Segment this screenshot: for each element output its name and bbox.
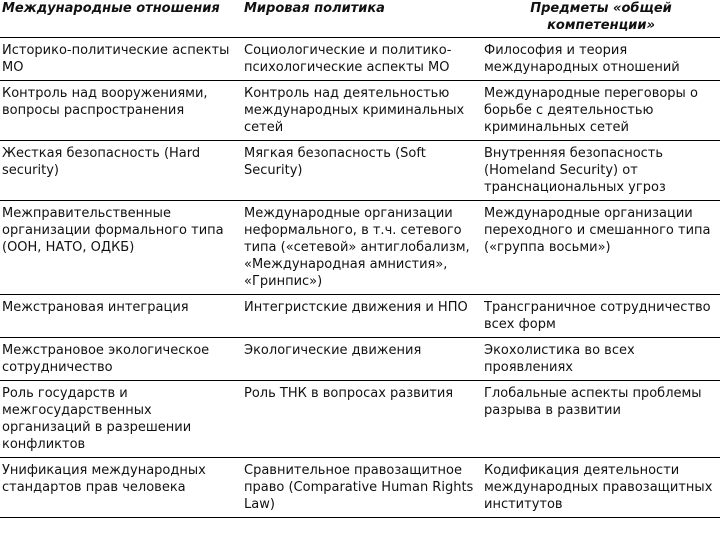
table-cell: Межстрановая интеграция	[0, 295, 242, 338]
table-row	[0, 458, 720, 518]
table-row	[0, 201, 720, 295]
table-cell: Международные организации переходного и смешанного типа («группа восьми»)	[482, 201, 720, 295]
header-world-politics: Мировая политика	[242, 0, 482, 38]
table-cell: Экохолистика во всех проявлениях	[482, 338, 720, 381]
table-row	[0, 295, 720, 338]
table-cell: Межправительственные организации формального типа (ООН, НАТО, ОДКБ)	[0, 201, 242, 295]
table-cell: Жесткая безопасность (Hard security)	[0, 141, 242, 201]
header-international-relations: Международные отношения	[0, 0, 242, 38]
table-cell: Интегристские движения и НПО	[242, 295, 482, 338]
table-cell: Контроль над вооружениями, вопросы распространения	[0, 81, 242, 141]
table-cell: Историко-политические аспекты МО	[0, 38, 242, 81]
table-cell: Международные переговоры о борьбе с деятельностью криминальных сетей	[482, 81, 720, 141]
table-cell: Глобальные аспекты проблемы разрыва в развитии	[482, 381, 720, 458]
table-cell: Экологические движения	[242, 338, 482, 381]
table-row	[0, 338, 720, 381]
table-row	[0, 141, 720, 201]
header-common-competence: Предметы «общей компетенции»	[482, 0, 720, 38]
table-row	[0, 381, 720, 458]
table-cell: Роль государств и межгосударственных организаций в разрешении конфликтов	[0, 381, 242, 458]
table-cell: Международные организации неформального, в т.ч. сетевого типа («сетевой» антиглобализм, «Международная амнистия», «Гринпис»)	[242, 201, 482, 295]
table-cell: Роль ТНК в вопросах развития	[242, 381, 482, 458]
table-row	[0, 81, 720, 141]
table-cell: Внутренняя безопасность (Homeland Security) от транснациональных угроз	[482, 141, 720, 201]
table-row	[0, 38, 720, 81]
table-cell: Сравнительное правозащитное право (Comparative Human Rights Law)	[242, 458, 482, 518]
table-header-row	[0, 0, 720, 38]
table-cell: Мягкая безопасность (Soft Security)	[242, 141, 482, 201]
table-cell: Трансграничное сотрудничество всех форм	[482, 295, 720, 338]
table-cell: Философия и теория международных отношений	[482, 38, 720, 81]
table-cell: Унификация международных стандартов прав человека	[0, 458, 242, 518]
table-cell: Социологические и политико-психологические аспекты МО	[242, 38, 482, 81]
table-cell: Кодификация деятельности международных правозащитных институтов	[482, 458, 720, 518]
table-cell: Межстрановое экологическое сотрудничество	[0, 338, 242, 381]
table-cell: Контроль над деятельностью международных криминальных сетей	[242, 81, 482, 141]
